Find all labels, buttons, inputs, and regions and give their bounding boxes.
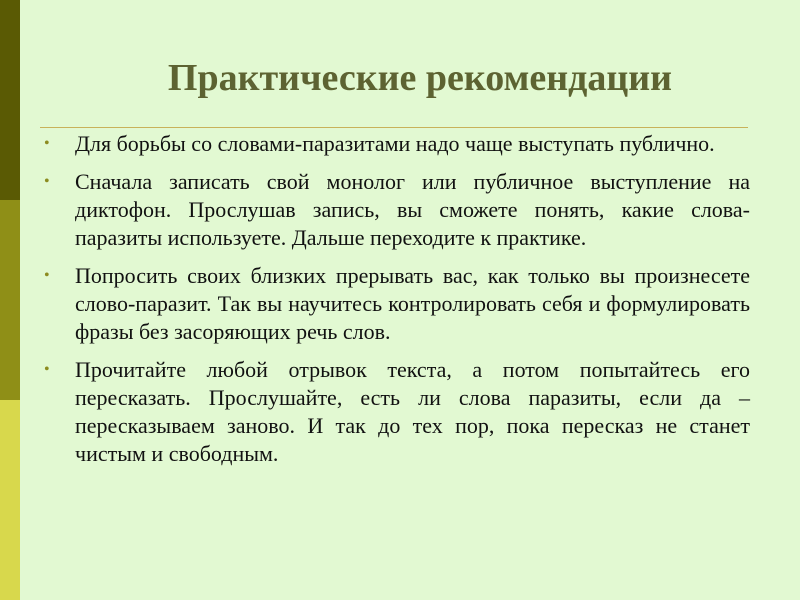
bullet-text: Попросить своих близких прерывать вас, как только вы произнесете слово-паразит. Так вы научитесь контролировать себя и формулировать фразы без засоряющих речь слов. xyxy=(75,263,750,344)
bullet-dot-icon: • xyxy=(44,135,50,152)
slide-title: Практические рекомендации xyxy=(167,57,673,99)
list-item xyxy=(44,356,750,468)
bullet-dot-icon: • xyxy=(44,173,50,190)
bullet-text: Для борьбы со словами-паразитами надо чаще выступать публично. xyxy=(75,131,715,156)
left-strip-dark xyxy=(0,0,20,200)
list-item xyxy=(44,130,750,158)
list-item xyxy=(44,168,750,252)
bullet-list xyxy=(44,130,750,478)
bullet-dot-icon: • xyxy=(44,361,50,378)
bullet-text: Сначала записать свой монолог или публичное выступление на диктофон. Прослушав запись, вы сможете понять, какие слова-паразиты используете. Дальше переходите к практике. xyxy=(75,169,750,250)
bullet-text: Прочитайте любой отрывок текста, а потом попытайтесь его пересказать. Прослушайте, есть ли слова паразиты, если да – пересказываем заново. И так до тех пор, пока пересказ не станет чистым и свободным. xyxy=(75,357,750,466)
bullet-dot-icon: • xyxy=(44,267,50,284)
title-divider xyxy=(40,127,748,128)
left-strip-light xyxy=(0,400,20,600)
list-item xyxy=(44,262,750,346)
left-strip-mid xyxy=(0,200,20,400)
